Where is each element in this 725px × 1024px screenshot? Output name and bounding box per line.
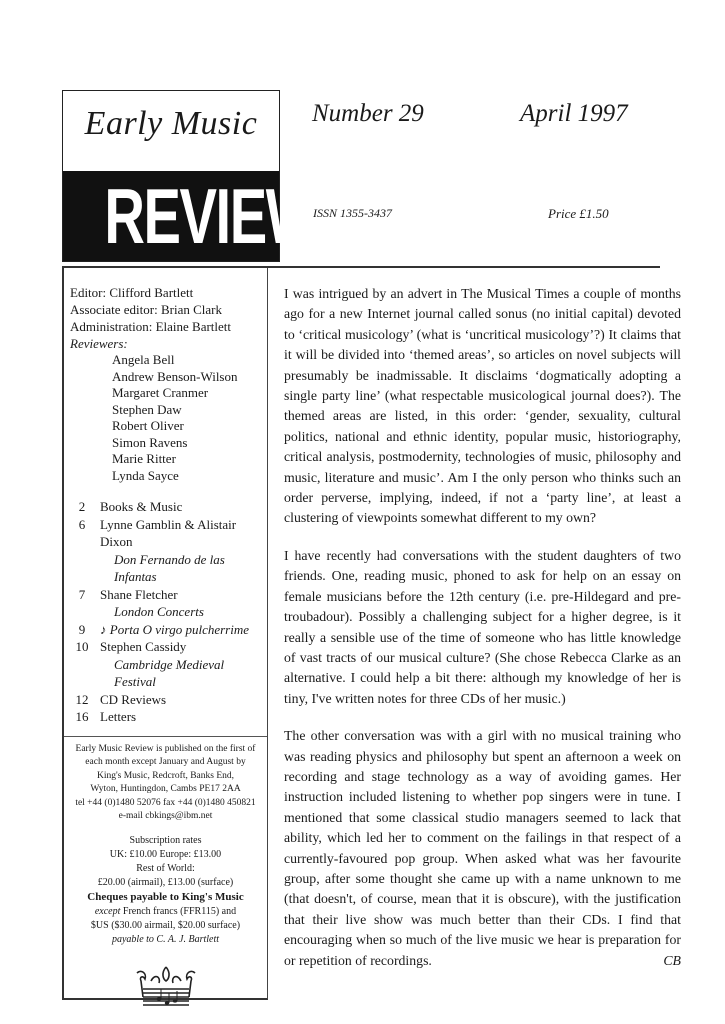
toc-subtitle: Cambridge Medieval Festival: [114, 656, 225, 689]
issue-date: April 1997: [520, 100, 628, 127]
publication-line: Early Music Review is published on the first of each month except January and August by: [75, 743, 256, 767]
toc-title: CD Reviews: [100, 691, 167, 707]
payable-to: payable to C. A. J. Bartlett: [111, 933, 220, 945]
article-paragraph: I was intrigued by an advert in The Musical Times a couple of months ago for a new Internet journal called sonus (no initial capital) devoted to ‘critical musicology’ (what is ‘uncritical musicology’?) It claims that it will be divided into ‘themed areas’, so articles on novel subjects will presumably be inadmissable. It disclaims ‘dogmatically adopting a single party line’ (what respectable musicological journal does?). The themed areas are listed, in this order: ‘gender, sexuality, cultural politics, national and ethnic identity, popular music, historiography, critical analysis, postmodernity, technologies of music, philosophy and music, literature and music’. Am I the only person who thinks such an order perverse, implying, indeed, if not a ‘party line’, at least a clustering of viewpoints somewhat different to my own?: [284, 286, 681, 526]
issn: ISSN 1355-3437: [313, 206, 392, 220]
crown-with-music-staff-icon: [133, 965, 199, 1013]
toc-title: Books & Music: [100, 499, 183, 514]
except-word: except: [94, 905, 121, 917]
masthead-logo: [62, 90, 318, 262]
reviewer: Stephen Daw: [112, 401, 182, 417]
publication-email: e-mail cbkings@ibm.net: [118, 811, 213, 821]
author-signature: CB: [663, 952, 681, 968]
toc-page: 7: [78, 586, 86, 602]
associate-editor: Associate editor: Brian Clark: [70, 302, 222, 317]
except-rest: French francs (FFR115) and: [120, 905, 237, 917]
toc-page: 10: [75, 639, 89, 654]
toc-entry: [64, 621, 267, 639]
toc-entry: [64, 708, 267, 726]
reviewer: Lynda Sayce: [112, 467, 179, 483]
logo-script-title: Early Music: [84, 105, 258, 142]
toc-title: Stephen Cassidy: [100, 639, 187, 654]
subscription-usd: $US ($30.00 airmail, $20.00 surface): [90, 919, 241, 931]
reviewers-list: [70, 352, 267, 484]
publication-info: [64, 737, 267, 824]
staff-list: [64, 268, 267, 484]
toc-page: 6: [78, 516, 86, 532]
toc-page: 16: [75, 709, 89, 724]
subscription-heading: Subscription rates: [129, 834, 202, 846]
editor: Editor: Clifford Bartlett: [70, 285, 194, 300]
article-paragraph: [284, 726, 681, 971]
subscription-uk-europe: UK: £10.00 Europe: £13.00: [109, 848, 222, 860]
toc-page: 12: [75, 691, 89, 707]
table-of-contents: [64, 498, 267, 726]
subscription-rest-label: Rest of World:: [136, 862, 195, 874]
reviewer: Margaret Cranmer: [112, 385, 209, 400]
editorial-article: [284, 284, 681, 988]
toc-subtitle: Don Fernando de las Infantas: [114, 551, 225, 584]
publication-line: tel +44 (0)1480 52076 fax +44 (0)1480 450821: [75, 797, 256, 808]
toc-title: Lynne Gamblin & Alistair Dixon: [100, 516, 237, 549]
toc-entry: [64, 498, 267, 516]
subscription-rates: [64, 834, 267, 947]
subscription-except: [64, 905, 267, 919]
reviewer: Robert Oliver: [112, 418, 184, 433]
toc-page: 2: [78, 499, 86, 514]
sidebar: [62, 268, 268, 1000]
toc-title: ♪ Porta O virgo pulcherrime: [100, 621, 249, 637]
reviewer: Marie Ritter: [112, 451, 176, 466]
reviewers-label: Reviewers:: [70, 336, 128, 351]
price: Price £1.50: [548, 206, 609, 221]
toc-entry: [64, 516, 267, 551]
logo-review-band: [63, 171, 318, 261]
publication-line: Wyton, Huntingdon, Cambs PE17 2AA: [90, 784, 241, 794]
reviewer: Angela Bell: [112, 352, 175, 367]
toc-page: 9: [78, 621, 86, 637]
issue-number: Number 29: [312, 100, 424, 127]
subscription-rest-rates: £20.00 (airmail), £13.00 (surface): [97, 876, 234, 888]
reviewer: Simon Ravens: [112, 434, 188, 450]
logo-review-text: REVIEW: [104, 172, 318, 260]
reviewer: Andrew Benson-Wilson: [112, 368, 238, 384]
toc-entry: [64, 691, 267, 709]
toc-entry: [64, 638, 267, 656]
publication-line: King's Music, Redcroft, Banks End,: [96, 770, 235, 781]
cheques-payable: Cheques payable to King's Music: [87, 890, 244, 903]
toc-title: Letters: [100, 709, 137, 724]
article-paragraph-text: The other conversation was with a girl with no musical training who was reading physics and philosophy but spent an afternoon a week on recording and stage technology as a way of avoiding games. Her instruction included listening to whether pop singers were in tune. I mentioned that some classical studio managers seemed to lack that ability, which led her to comment on the failings in that respect of a currently-favoured pop group. When asked what was her favourite group, after some thought she came up with a name unknown to me (that doesn't, of course, mean that it is obscure), with the justification that their live show was much better than their CDs. I find that encouraging when so much of the live music we hear is preparation for or repetition of recordings.: [284, 728, 681, 968]
toc-entry: [64, 586, 267, 604]
toc-subtitle: London Concerts: [114, 604, 204, 619]
article-paragraph: I have recently had conversations with the student daughters of two friends. One, reading music, phoned to ask for help on an essay on female musicians before the 12th century (i.e. pre-Hildegard and pre-troubadour). Possibly a challenging subject for a higher degree, is it really a sensible use of the time of someone who has little knowledge of vast tracts of our musical culture? (She chose Rebecca Clarke as an alternative. I could help a bit there: although my knowledge of her is tiny, I've written notes for three CDs of her music.): [284, 547, 681, 706]
administration: Administration: Elaine Bartlett: [70, 319, 232, 334]
toc-title: Shane Fletcher: [100, 586, 178, 602]
